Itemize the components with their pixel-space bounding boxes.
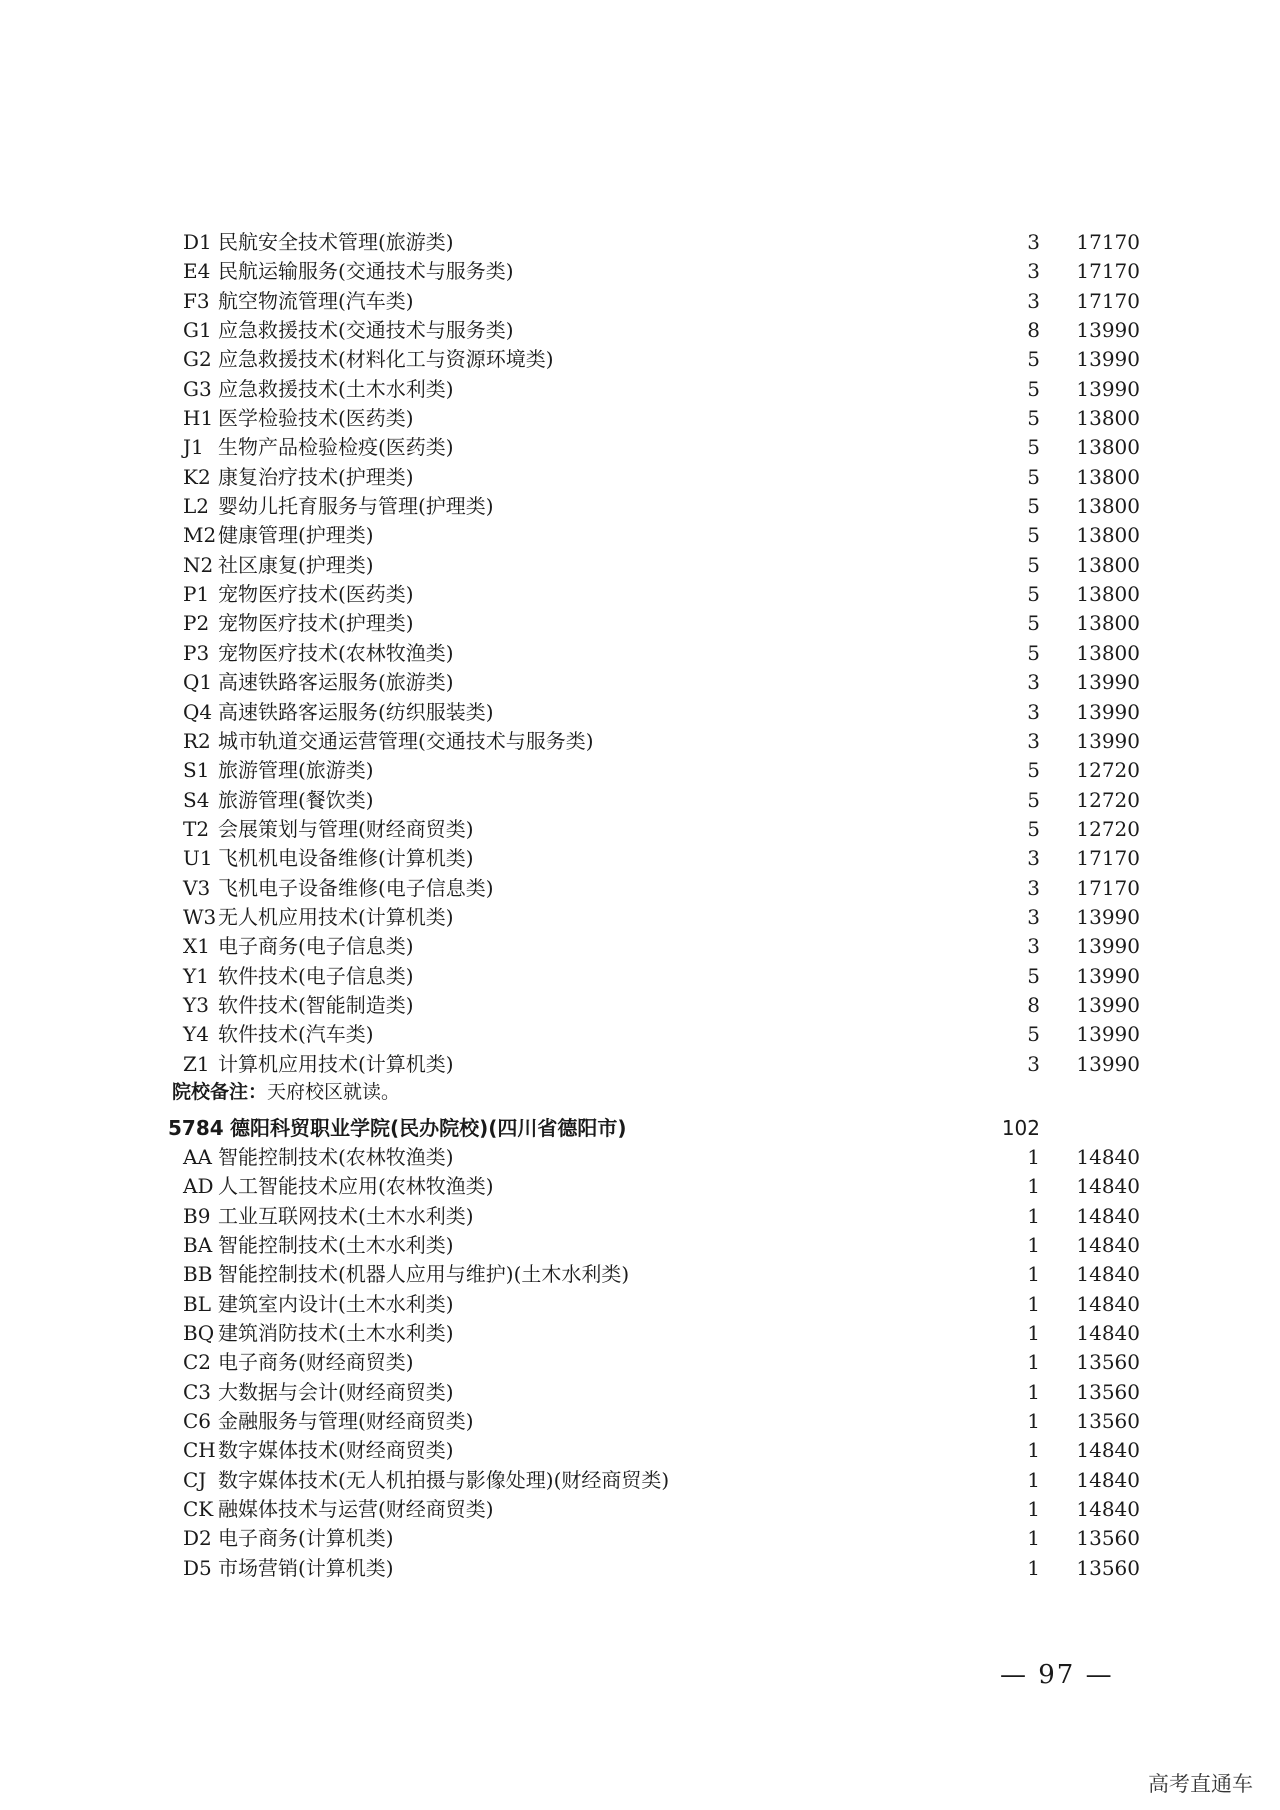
program-name: 市场营销(计算机类) [218,1555,394,1580]
watermark: 高考直通车 [1148,1772,1253,1796]
plan-count: 1 [1027,1174,1040,1199]
plan-count: 1 [1027,1203,1040,1228]
plan-count: 5 [1027,523,1040,548]
tuition-fee: 13800 [1076,494,1140,519]
plan-count: 3 [1027,259,1040,284]
program-name: 建筑消防技术(土木水利类) [218,1321,454,1346]
table-row [0,1143,1280,1172]
program-code: G3 [183,376,212,401]
tuition-fee: 13990 [1076,376,1140,401]
program-name: 社区康复(护理类) [218,552,374,577]
program-name: 高速铁路客运服务(旅游类) [218,670,454,695]
program-name: 电子商务(电子信息类) [218,934,414,959]
table-row [0,1554,1280,1583]
program-name: 融媒体技术与运营(财经商贸类) [218,1497,494,1522]
program-code: C2 [183,1350,212,1375]
program-name: 旅游管理(餐饮类) [218,787,374,812]
table-row [0,1231,1280,1260]
tuition-fee: 13990 [1076,1051,1140,1076]
tuition-fee: 17170 [1076,259,1140,284]
program-code: BQ [183,1321,215,1346]
program-name: 航空物流管理(汽车类) [218,288,414,313]
program-name: 医学检验技术(医药类) [218,406,414,431]
tuition-fee: 13800 [1076,435,1140,460]
table-row [0,844,1280,873]
tuition-fee: 13990 [1076,670,1140,695]
table-row [0,1466,1280,1495]
program-name: 宠物医疗技术(农林牧渔类) [218,640,454,665]
program-name: 计算机应用技术(计算机类) [218,1051,454,1076]
plan-count: 1 [1027,1291,1040,1316]
plan-count: 1 [1027,1555,1040,1580]
tuition-fee: 13560 [1076,1379,1140,1404]
program-name: 康复治疗技术(护理类) [218,464,414,489]
program-code: H1 [183,406,214,431]
tuition-fee: 13990 [1076,904,1140,929]
program-code: W3 [183,904,217,929]
table-row [0,580,1280,609]
program-name: 应急救援技术(交通技术与服务类) [218,318,514,343]
tuition-fee: 14840 [1076,1233,1140,1257]
table-row [0,375,1280,404]
program-code: CK [183,1497,214,1522]
table-row [0,404,1280,433]
tuition-fee: 13800 [1076,552,1140,577]
program-name: 城市轨道交通运营管理(交通技术与服务类) [218,728,594,753]
program-code: C6 [183,1409,212,1434]
table-row [0,1348,1280,1377]
tuition-fee: 13560 [1076,1555,1140,1580]
school-code: 5784 [168,1115,224,1140]
table-row [0,492,1280,521]
program-code: F3 [183,288,210,313]
plan-count: 3 [1027,230,1040,254]
tuition-fee: 13990 [1076,963,1140,988]
plan-count: 5 [1027,494,1040,519]
table-row [0,1495,1280,1524]
program-code: Z1 [183,1051,210,1076]
table-row [0,698,1280,727]
plan-count: 5 [1027,640,1040,665]
program-list-1 [0,228,1280,1079]
tuition-fee: 17170 [1076,288,1140,313]
program-code: Y3 [183,992,209,1017]
tuition-fee: 14840 [1076,1291,1140,1316]
tuition-fee: 13560 [1076,1526,1140,1551]
tuition-fee: 17170 [1076,230,1140,254]
plan-count: 1 [1027,1321,1040,1346]
table-row [0,287,1280,316]
table-row [0,345,1280,374]
plan-count: 5 [1027,376,1040,401]
tuition-fee: 14840 [1076,1203,1140,1228]
program-name: 数字媒体技术(财经商贸类) [218,1438,454,1463]
program-code: G1 [183,318,212,343]
note-label: 院校备注： [172,1080,268,1103]
table-row [0,1378,1280,1407]
program-code: N2 [183,552,214,577]
page-number: — 97 — [1000,1660,1114,1690]
school-header [0,1113,1280,1143]
tuition-fee: 12720 [1076,758,1140,783]
program-name: 高速铁路客运服务(纺织服装类) [218,699,494,724]
plan-count: 3 [1027,934,1040,959]
program-code: C3 [183,1379,212,1404]
plan-count: 3 [1027,728,1040,753]
table-row [0,932,1280,961]
program-code: Q4 [183,699,213,724]
program-code: G2 [183,347,212,372]
program-name: 民航运输服务(交通技术与服务类) [218,259,514,284]
plan-count: 5 [1027,406,1040,431]
tuition-fee: 13560 [1076,1350,1140,1375]
plan-count: 1 [1027,1233,1040,1257]
program-list-2 [0,1143,1280,1583]
program-code: CJ [183,1467,207,1492]
program-code: U1 [183,846,213,871]
tuition-fee: 14840 [1076,1174,1140,1199]
program-code: P1 [183,582,210,607]
tuition-fee: 13990 [1076,318,1140,343]
program-code: AD [183,1174,214,1199]
table-row [0,668,1280,697]
program-code: D2 [183,1526,212,1551]
program-code: P2 [183,611,210,636]
program-name: 应急救援技术(材料化工与资源环境类) [218,347,554,372]
program-code: S1 [183,758,210,783]
table-row [0,903,1280,932]
tuition-fee: 13800 [1076,611,1140,636]
plan-count: 3 [1027,699,1040,724]
tuition-fee: 14840 [1076,1144,1140,1169]
plan-count: 5 [1027,464,1040,489]
program-code: AA [183,1144,212,1169]
tuition-fee: 12720 [1076,816,1140,841]
tuition-fee: 13800 [1076,582,1140,607]
program-name: 建筑室内设计(土木水利类) [218,1291,454,1316]
tuition-fee: 14840 [1076,1262,1140,1287]
program-name: 工业互联网技术(土木水利类) [218,1203,474,1228]
tuition-fee: 14840 [1076,1497,1140,1522]
program-name: 软件技术(智能制造类) [218,992,414,1017]
tuition-fee: 14840 [1076,1438,1140,1463]
tuition-fee: 13990 [1076,347,1140,372]
table-row [0,316,1280,345]
program-code: R2 [183,728,211,753]
table-row [0,1319,1280,1348]
tuition-fee: 17170 [1076,846,1140,871]
program-code: E4 [183,259,211,284]
tuition-fee: 13800 [1076,464,1140,489]
tuition-fee: 17170 [1076,875,1140,900]
program-code: B9 [183,1203,211,1228]
tuition-fee: 13990 [1076,728,1140,753]
program-name: 软件技术(汽车类) [218,1022,374,1047]
tuition-fee: 13990 [1076,699,1140,724]
plan-count: 8 [1027,318,1040,343]
program-name: 旅游管理(旅游类) [218,758,374,783]
program-name: 健康管理(护理类) [218,523,374,548]
program-code: K2 [183,464,211,489]
tuition-fee: 13990 [1076,992,1140,1017]
tuition-fee: 13800 [1076,640,1140,665]
program-name: 智能控制技术(土木水利类) [218,1233,454,1257]
table-row [0,228,1280,257]
program-name: 人工智能技术应用(农林牧渔类) [218,1174,494,1199]
program-code: Y1 [183,963,209,988]
program-name: 软件技术(电子信息类) [218,963,414,988]
program-name: 民航安全技术管理(旅游类) [218,230,454,254]
program-code: X1 [183,934,210,959]
table-row [0,1050,1280,1079]
plan-count: 3 [1027,846,1040,871]
program-code: BL [183,1291,211,1316]
table-row [0,1202,1280,1231]
table-row [0,551,1280,580]
plan-count: 3 [1027,288,1040,313]
plan-count: 3 [1027,670,1040,695]
program-name: 宠物医疗技术(护理类) [218,611,414,636]
program-code: L2 [183,494,210,519]
program-code: D1 [183,230,212,254]
program-code: Q1 [183,670,213,695]
school-note [0,1079,1280,1113]
table-row [0,639,1280,668]
plan-count: 1 [1027,1438,1040,1463]
table-row [0,1020,1280,1049]
program-name: 金融服务与管理(财经商贸类) [218,1409,474,1434]
tuition-fee: 13990 [1076,1022,1140,1047]
tuition-fee: 13990 [1076,934,1140,959]
plan-count: 5 [1027,787,1040,812]
table-row [0,991,1280,1020]
table-row [0,257,1280,286]
table-row [0,1290,1280,1319]
table-row [0,1436,1280,1465]
table-row [0,1407,1280,1436]
table-row [0,521,1280,550]
table-row [0,815,1280,844]
plan-count: 1 [1027,1497,1040,1522]
plan-count: 1 [1027,1262,1040,1287]
program-name: 应急救援技术(土木水利类) [218,376,454,401]
table-row [0,1260,1280,1289]
table-row [0,756,1280,785]
program-name: 会展策划与管理(财经商贸类) [218,816,474,841]
plan-count: 5 [1027,582,1040,607]
plan-count: 1 [1027,1467,1040,1492]
program-code: CH [183,1438,216,1463]
program-name: 飞机机电设备维修(计算机类) [218,846,474,871]
program-code: BB [183,1262,213,1287]
program-code: P3 [183,640,210,665]
program-code: V3 [183,875,211,900]
table-row [0,1524,1280,1553]
program-name: 电子商务(财经商贸类) [218,1350,414,1375]
program-name: 宠物医疗技术(医药类) [218,582,414,607]
table-row [0,727,1280,756]
program-name: 智能控制技术(机器人应用与维护)(土木水利类) [218,1262,630,1287]
plan-count: 1 [1027,1144,1040,1169]
tuition-fee: 12720 [1076,787,1140,812]
program-code: BA [183,1233,213,1257]
program-name: 智能控制技术(农林牧渔类) [218,1144,454,1169]
table-row [0,1172,1280,1201]
plan-count: 5 [1027,758,1040,783]
plan-count: 1 [1027,1409,1040,1434]
table-row [0,874,1280,903]
plan-count: 3 [1027,904,1040,929]
program-name: 婴幼儿托育服务与管理(护理类) [218,494,494,519]
tuition-fee: 14840 [1076,1467,1140,1492]
plan-count: 1 [1027,1379,1040,1404]
table-row [0,962,1280,991]
program-name: 电子商务(计算机类) [218,1526,394,1551]
table-row [0,463,1280,492]
plan-count: 1 [1027,1526,1040,1551]
program-code: Y4 [183,1022,209,1047]
program-name: 大数据与会计(财经商贸类) [218,1379,454,1404]
program-table [0,228,1280,1583]
plan-count: 8 [1027,992,1040,1017]
plan-count: 5 [1027,552,1040,577]
school-plan-count: 102 [1001,1115,1040,1140]
table-row [0,609,1280,638]
plan-count: 5 [1027,611,1040,636]
tuition-fee: 13800 [1076,406,1140,431]
tuition-fee: 13560 [1076,1409,1140,1434]
tuition-fee: 14840 [1076,1321,1140,1346]
plan-count: 5 [1027,1022,1040,1047]
table-row [0,433,1280,462]
plan-count: 5 [1027,435,1040,460]
program-code: T2 [183,816,210,841]
tuition-fee: 13800 [1076,523,1140,548]
plan-count: 5 [1027,963,1040,988]
program-name: 数字媒体技术(无人机拍摄与影像处理)(财经商贸类) [218,1467,670,1492]
table-row [0,786,1280,815]
note-text: 天府校区就读。 [267,1080,401,1103]
plan-count: 5 [1027,347,1040,372]
plan-count: 3 [1027,875,1040,900]
plan-count: 1 [1027,1350,1040,1375]
program-code: S4 [183,787,210,812]
program-code: M2 [183,523,217,548]
school-name: 德阳科贸职业学院(民办院校)(四川省德阳市) [230,1115,627,1140]
program-name: 生物产品检验检疫(医药类) [218,435,454,460]
program-code: D5 [183,1555,212,1580]
program-name: 飞机电子设备维修(电子信息类) [218,875,494,900]
program-code: J1 [183,435,204,460]
plan-count: 5 [1027,816,1040,841]
program-name: 无人机应用技术(计算机类) [218,904,454,929]
plan-count: 3 [1027,1051,1040,1076]
